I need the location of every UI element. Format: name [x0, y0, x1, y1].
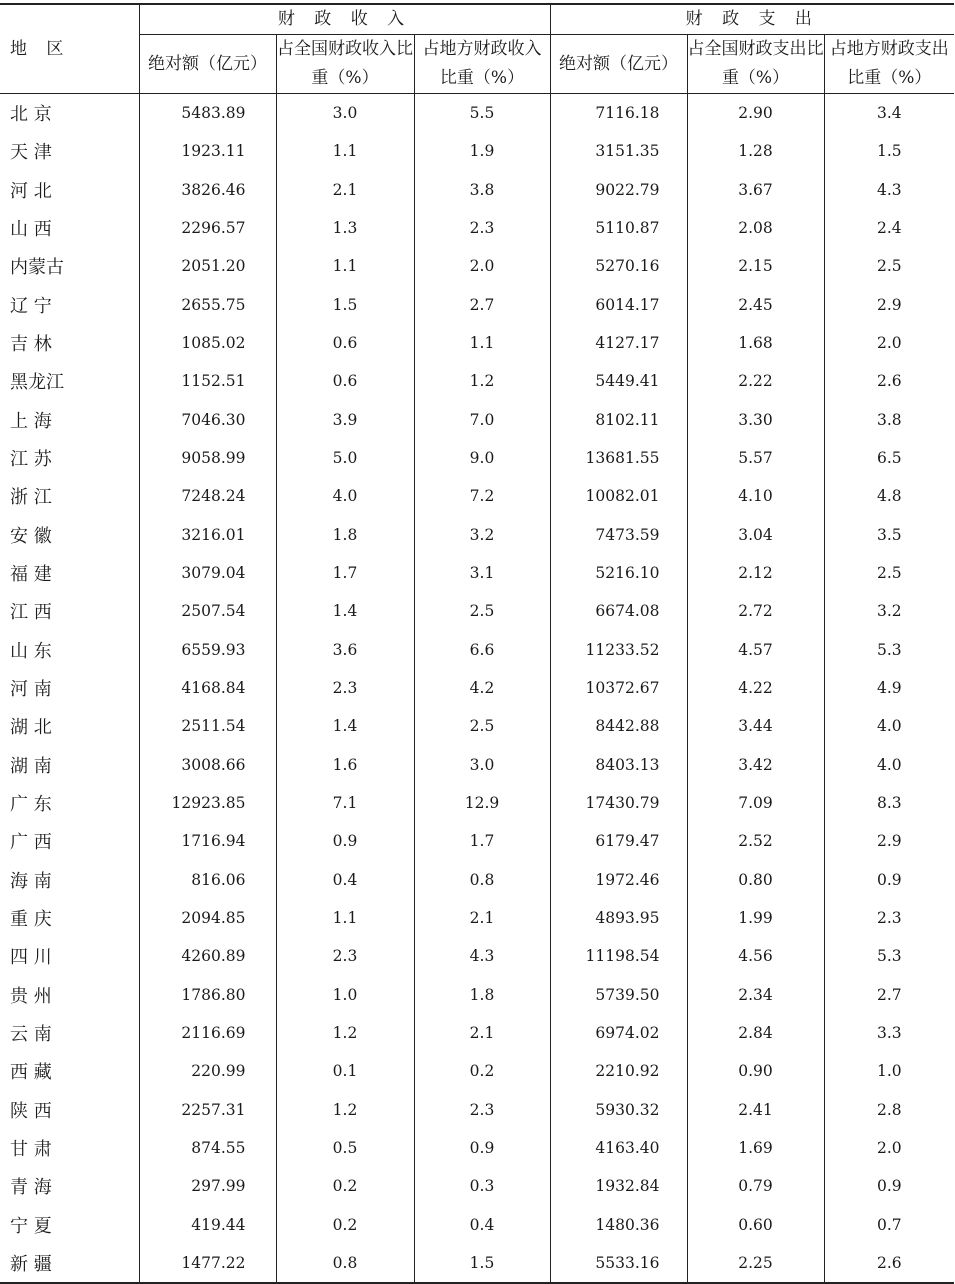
income-absolute-cell: 2296.57 — [139, 209, 276, 247]
region-cell: 青 海 — [10, 1177, 52, 1199]
ratio-cell: 0.5 — [276, 1129, 414, 1167]
ratio-cell: 1.1 — [276, 247, 414, 285]
table-row — [0, 861, 954, 899]
income-absolute-cell: 419.44 — [139, 1206, 276, 1244]
ratio-cell: 4.2 — [414, 669, 550, 707]
ratio-cell: 3.04 — [687, 516, 824, 554]
income-absolute-cell: 1085.02 — [139, 324, 276, 362]
expense-absolute-cell: 5110.87 — [550, 209, 687, 247]
ratio-cell: 0.3 — [414, 1167, 550, 1205]
ratio-cell: 4.0 — [276, 477, 414, 515]
table-row — [0, 286, 954, 324]
ratio-cell: 0.4 — [276, 861, 414, 899]
ratio-cell: 2.5 — [824, 247, 954, 285]
ratio-cell: 0.1 — [276, 1052, 414, 1090]
ratio-cell: 2.1 — [276, 171, 414, 209]
ratio-cell: 2.0 — [824, 1129, 954, 1167]
ratio-cell: 0.8 — [414, 861, 550, 899]
region-cell: 广 东 — [10, 794, 52, 816]
income-absolute-cell: 7248.24 — [139, 477, 276, 515]
expense-absolute-cell: 6974.02 — [550, 1014, 687, 1052]
ratio-cell: 0.80 — [687, 861, 824, 899]
expense-absolute-cell: 3151.35 — [550, 132, 687, 170]
ratio-cell: 1.5 — [276, 286, 414, 324]
ratio-cell: 1.68 — [687, 324, 824, 362]
ratio-cell: 3.9 — [276, 401, 414, 439]
ratio-cell: 2.3 — [414, 1091, 550, 1129]
income-absolute-cell: 5483.89 — [139, 94, 276, 133]
table-row — [0, 362, 954, 400]
ratio-cell: 1.99 — [687, 899, 824, 937]
region-cell: 黑龙江 — [10, 372, 64, 394]
ratio-cell: 0.6 — [276, 324, 414, 362]
ratio-cell: 2.08 — [687, 209, 824, 247]
table-header — [0, 4, 954, 94]
region-cell: 陕 西 — [10, 1100, 52, 1122]
ratio-cell: 3.0 — [414, 746, 550, 784]
table-row — [0, 247, 954, 285]
ratio-cell: 3.2 — [824, 592, 954, 630]
table-row — [0, 1206, 954, 1244]
ratio-cell: 4.8 — [824, 477, 954, 515]
table-row — [0, 401, 954, 439]
table-row — [0, 171, 954, 209]
ratio-cell: 2.3 — [824, 899, 954, 937]
ratio-cell: 1.1 — [414, 324, 550, 362]
table-row — [0, 439, 954, 477]
ratio-cell: 2.8 — [824, 1091, 954, 1129]
ratio-cell: 2.72 — [687, 592, 824, 630]
region-cell: 海 南 — [10, 870, 52, 892]
region-cell: 甘 肃 — [10, 1139, 52, 1161]
income-absolute-cell: 4260.89 — [139, 937, 276, 975]
ratio-cell: 12.9 — [414, 784, 550, 822]
ratio-cell: 1.8 — [276, 516, 414, 554]
region-cell: 上 海 — [10, 410, 52, 432]
expense-absolute-cell: 6674.08 — [550, 592, 687, 630]
ratio-cell: 2.0 — [414, 247, 550, 285]
region-cell: 吉 林 — [10, 334, 52, 356]
ratio-cell: 7.09 — [687, 784, 824, 822]
table-row — [0, 784, 954, 822]
region-cell: 重 庆 — [10, 909, 52, 931]
region-column-header: 地 区 — [0, 4, 139, 94]
ratio-cell: 3.0 — [276, 94, 414, 133]
table-row — [0, 592, 954, 630]
ratio-cell: 2.15 — [687, 247, 824, 285]
ratio-cell: 2.4 — [824, 209, 954, 247]
expense-group-header: 财 政 支 出 — [550, 4, 954, 35]
income-absolute-cell: 816.06 — [139, 861, 276, 899]
region-cell: 安 徽 — [10, 525, 52, 547]
income-absolute-cell: 2116.69 — [139, 1014, 276, 1052]
column-header: 占地方财政支出比重（%） — [824, 35, 954, 94]
ratio-cell: 1.1 — [276, 132, 414, 170]
fiscal-table — [0, 3, 954, 1284]
ratio-cell: 1.8 — [414, 976, 550, 1014]
ratio-cell: 0.9 — [824, 861, 954, 899]
ratio-cell: 3.8 — [824, 401, 954, 439]
ratio-cell: 5.3 — [824, 631, 954, 669]
region-cell: 天 津 — [10, 142, 52, 164]
ratio-cell: 0.4 — [414, 1206, 550, 1244]
expense-absolute-cell: 8403.13 — [550, 746, 687, 784]
ratio-cell: 8.3 — [824, 784, 954, 822]
ratio-cell: 2.7 — [414, 286, 550, 324]
ratio-cell: 0.90 — [687, 1052, 824, 1090]
income-absolute-cell: 2511.54 — [139, 707, 276, 745]
income-absolute-cell: 2507.54 — [139, 592, 276, 630]
column-header: 占全国财政支出比重（%） — [687, 35, 824, 94]
ratio-cell: 2.6 — [824, 1244, 954, 1283]
income-absolute-cell: 2655.75 — [139, 286, 276, 324]
ratio-cell: 2.22 — [687, 362, 824, 400]
ratio-cell: 2.5 — [414, 592, 550, 630]
ratio-cell: 2.5 — [824, 554, 954, 592]
expense-absolute-cell: 2210.92 — [550, 1052, 687, 1090]
expense-absolute-cell: 7116.18 — [550, 94, 687, 133]
ratio-cell: 0.60 — [687, 1206, 824, 1244]
expense-absolute-cell: 17430.79 — [550, 784, 687, 822]
income-absolute-cell: 3216.01 — [139, 516, 276, 554]
region-cell: 贵 州 — [10, 985, 52, 1007]
ratio-cell: 1.2 — [414, 362, 550, 400]
table-body — [0, 94, 954, 1284]
region-cell: 广 西 — [10, 832, 52, 854]
income-absolute-cell: 12923.85 — [139, 784, 276, 822]
table-row — [0, 94, 954, 133]
ratio-cell: 5.5 — [414, 94, 550, 133]
income-absolute-cell: 2257.31 — [139, 1091, 276, 1129]
income-absolute-cell: 9058.99 — [139, 439, 276, 477]
region-cell: 新 疆 — [0, 1244, 139, 1283]
table-row — [0, 1244, 954, 1283]
table-row — [0, 132, 954, 170]
table-row — [0, 1091, 954, 1129]
ratio-cell: 0.9 — [824, 1167, 954, 1205]
ratio-cell: 1.4 — [276, 707, 414, 745]
table-row — [0, 976, 954, 1014]
expense-absolute-cell: 11198.54 — [550, 937, 687, 975]
expense-absolute-cell: 6014.17 — [550, 286, 687, 324]
ratio-cell: 0.7 — [824, 1206, 954, 1244]
column-header: 绝对额（亿元） — [139, 35, 276, 94]
income-absolute-cell: 220.99 — [139, 1052, 276, 1090]
ratio-cell: 2.3 — [276, 937, 414, 975]
ratio-cell: 2.3 — [276, 669, 414, 707]
ratio-cell: 3.1 — [414, 554, 550, 592]
ratio-cell: 3.6 — [276, 631, 414, 669]
expense-absolute-cell: 5930.32 — [550, 1091, 687, 1129]
ratio-cell: 4.3 — [824, 171, 954, 209]
ratio-cell: 2.90 — [687, 94, 824, 133]
ratio-cell: 2.6 — [824, 362, 954, 400]
ratio-cell: 6.5 — [824, 439, 954, 477]
expense-absolute-cell: 13681.55 — [550, 439, 687, 477]
income-absolute-cell: 874.55 — [139, 1129, 276, 1167]
ratio-cell: 0.9 — [414, 1129, 550, 1167]
ratio-cell: 2.0 — [824, 324, 954, 362]
region-cell: 四 川 — [10, 947, 52, 969]
expense-absolute-cell: 1480.36 — [550, 1206, 687, 1244]
table-row — [0, 707, 954, 745]
ratio-cell: 1.0 — [824, 1052, 954, 1090]
income-absolute-cell: 1152.51 — [139, 362, 276, 400]
ratio-cell: 5.57 — [687, 439, 824, 477]
expense-absolute-cell: 5739.50 — [550, 976, 687, 1014]
column-header: 占全国财政收入比重（%） — [276, 35, 414, 94]
ratio-cell: 4.3 — [414, 937, 550, 975]
region-cell: 浙 江 — [10, 487, 52, 509]
expense-absolute-cell: 1972.46 — [550, 861, 687, 899]
region-cell: 山 东 — [10, 640, 52, 662]
table-row — [0, 937, 954, 975]
ratio-cell: 2.5 — [414, 707, 550, 745]
region-cell: 西 藏 — [10, 1062, 52, 1084]
table-row — [0, 1167, 954, 1205]
ratio-cell: 2.3 — [414, 209, 550, 247]
ratio-cell: 2.1 — [414, 899, 550, 937]
ratio-cell: 2.34 — [687, 976, 824, 1014]
ratio-cell: 3.5 — [824, 516, 954, 554]
region-cell: 河 北 — [10, 180, 52, 202]
table-row — [0, 1129, 954, 1167]
ratio-cell: 1.5 — [824, 132, 954, 170]
ratio-cell: 7.1 — [276, 784, 414, 822]
table-row — [0, 324, 954, 362]
ratio-cell: 1.9 — [414, 132, 550, 170]
ratio-cell: 4.0 — [824, 746, 954, 784]
ratio-cell: 0.8 — [276, 1244, 414, 1283]
ratio-cell: 2.1 — [414, 1014, 550, 1052]
income-absolute-cell: 1716.94 — [139, 822, 276, 860]
ratio-cell: 4.56 — [687, 937, 824, 975]
expense-absolute-cell: 9022.79 — [550, 171, 687, 209]
region-cell: 云 南 — [10, 1024, 52, 1046]
region-cell: 内蒙古 — [10, 257, 64, 279]
ratio-cell: 2.25 — [687, 1244, 824, 1283]
expense-absolute-cell: 8102.11 — [550, 401, 687, 439]
ratio-cell: 6.6 — [414, 631, 550, 669]
column-header: 占地方财政收入比重（%） — [414, 35, 550, 94]
ratio-cell: 4.57 — [687, 631, 824, 669]
ratio-cell: 2.9 — [824, 822, 954, 860]
ratio-cell: 4.10 — [687, 477, 824, 515]
expense-absolute-cell: 4893.95 — [550, 899, 687, 937]
ratio-cell: 5.3 — [824, 937, 954, 975]
ratio-cell: 2.45 — [687, 286, 824, 324]
region-cell: 江 西 — [10, 602, 52, 624]
income-absolute-cell: 1923.11 — [139, 132, 276, 170]
ratio-cell: 1.7 — [414, 822, 550, 860]
expense-absolute-cell: 10082.01 — [550, 477, 687, 515]
ratio-cell: 2.12 — [687, 554, 824, 592]
ratio-cell: 1.28 — [687, 132, 824, 170]
ratio-cell: 1.6 — [276, 746, 414, 784]
table-row — [0, 899, 954, 937]
expense-absolute-cell: 5270.16 — [550, 247, 687, 285]
table-row — [0, 822, 954, 860]
expense-absolute-cell: 5449.41 — [550, 362, 687, 400]
expense-absolute-cell: 1932.84 — [550, 1167, 687, 1205]
ratio-cell: 3.8 — [414, 171, 550, 209]
ratio-cell: 2.52 — [687, 822, 824, 860]
income-absolute-cell: 297.99 — [139, 1167, 276, 1205]
region-cell: 湖 北 — [10, 717, 52, 739]
ratio-cell: 5.0 — [276, 439, 414, 477]
expense-absolute-cell: 8442.88 — [550, 707, 687, 745]
income-absolute-cell: 4168.84 — [139, 669, 276, 707]
ratio-cell: 4.0 — [824, 707, 954, 745]
table-row — [0, 1052, 954, 1090]
income-absolute-cell: 3008.66 — [139, 746, 276, 784]
table-row — [0, 554, 954, 592]
ratio-cell: 0.6 — [276, 362, 414, 400]
ratio-cell: 3.44 — [687, 707, 824, 745]
expense-absolute-cell: 11233.52 — [550, 631, 687, 669]
ratio-cell: 1.69 — [687, 1129, 824, 1167]
expense-absolute-cell: 5533.16 — [550, 1244, 687, 1283]
ratio-cell: 3.42 — [687, 746, 824, 784]
income-absolute-cell: 3079.04 — [139, 554, 276, 592]
ratio-cell: 9.0 — [414, 439, 550, 477]
ratio-cell: 0.2 — [414, 1052, 550, 1090]
ratio-cell: 4.9 — [824, 669, 954, 707]
ratio-cell: 3.67 — [687, 171, 824, 209]
table-row — [0, 477, 954, 515]
ratio-cell: 0.79 — [687, 1167, 824, 1205]
table-row — [0, 669, 954, 707]
ratio-cell: 4.22 — [687, 669, 824, 707]
expense-absolute-cell: 5216.10 — [550, 554, 687, 592]
ratio-cell: 3.30 — [687, 401, 824, 439]
region-cell: 北 京 — [10, 104, 52, 126]
ratio-cell: 1.1 — [276, 899, 414, 937]
region-cell: 江 苏 — [10, 449, 52, 471]
ratio-cell: 3.3 — [824, 1014, 954, 1052]
ratio-cell: 1.7 — [276, 554, 414, 592]
ratio-cell: 2.9 — [824, 286, 954, 324]
income-absolute-cell: 6559.93 — [139, 631, 276, 669]
ratio-cell: 3.4 — [824, 94, 954, 133]
table-row — [0, 1014, 954, 1052]
table-row — [0, 746, 954, 784]
ratio-cell: 2.84 — [687, 1014, 824, 1052]
region-cell: 福 建 — [10, 564, 52, 586]
ratio-cell: 2.41 — [687, 1091, 824, 1129]
table-row — [0, 209, 954, 247]
expense-absolute-cell: 4127.17 — [550, 324, 687, 362]
region-cell: 辽 宁 — [10, 295, 52, 317]
region-cell: 宁 夏 — [10, 1215, 52, 1237]
ratio-cell: 2.7 — [824, 976, 954, 1014]
ratio-cell: 0.2 — [276, 1206, 414, 1244]
income-absolute-cell: 2051.20 — [139, 247, 276, 285]
ratio-cell: 3.2 — [414, 516, 550, 554]
income-absolute-cell: 3826.46 — [139, 171, 276, 209]
ratio-cell: 1.5 — [414, 1244, 550, 1283]
region-cell: 湖 南 — [10, 755, 52, 777]
ratio-cell: 1.2 — [276, 1014, 414, 1052]
region-cell: 河 南 — [10, 679, 52, 701]
expense-absolute-cell: 7473.59 — [550, 516, 687, 554]
expense-absolute-cell: 4163.40 — [550, 1129, 687, 1167]
ratio-cell: 1.3 — [276, 209, 414, 247]
income-absolute-cell: 1786.80 — [139, 976, 276, 1014]
column-header: 绝对额（亿元） — [550, 35, 687, 94]
expense-absolute-cell: 6179.47 — [550, 822, 687, 860]
region-cell: 山 西 — [10, 219, 52, 241]
ratio-cell: 1.0 — [276, 976, 414, 1014]
ratio-cell: 7.0 — [414, 401, 550, 439]
income-absolute-cell: 1477.22 — [139, 1244, 276, 1283]
ratio-cell: 1.4 — [276, 592, 414, 630]
ratio-cell: 0.2 — [276, 1167, 414, 1205]
ratio-cell: 1.2 — [276, 1091, 414, 1129]
table-row — [0, 631, 954, 669]
income-absolute-cell: 7046.30 — [139, 401, 276, 439]
ratio-cell: 0.9 — [276, 822, 414, 860]
ratio-cell: 7.2 — [414, 477, 550, 515]
expense-absolute-cell: 10372.67 — [550, 669, 687, 707]
income-absolute-cell: 2094.85 — [139, 899, 276, 937]
income-group-header: 财 政 收 入 — [139, 4, 550, 35]
table-row — [0, 516, 954, 554]
